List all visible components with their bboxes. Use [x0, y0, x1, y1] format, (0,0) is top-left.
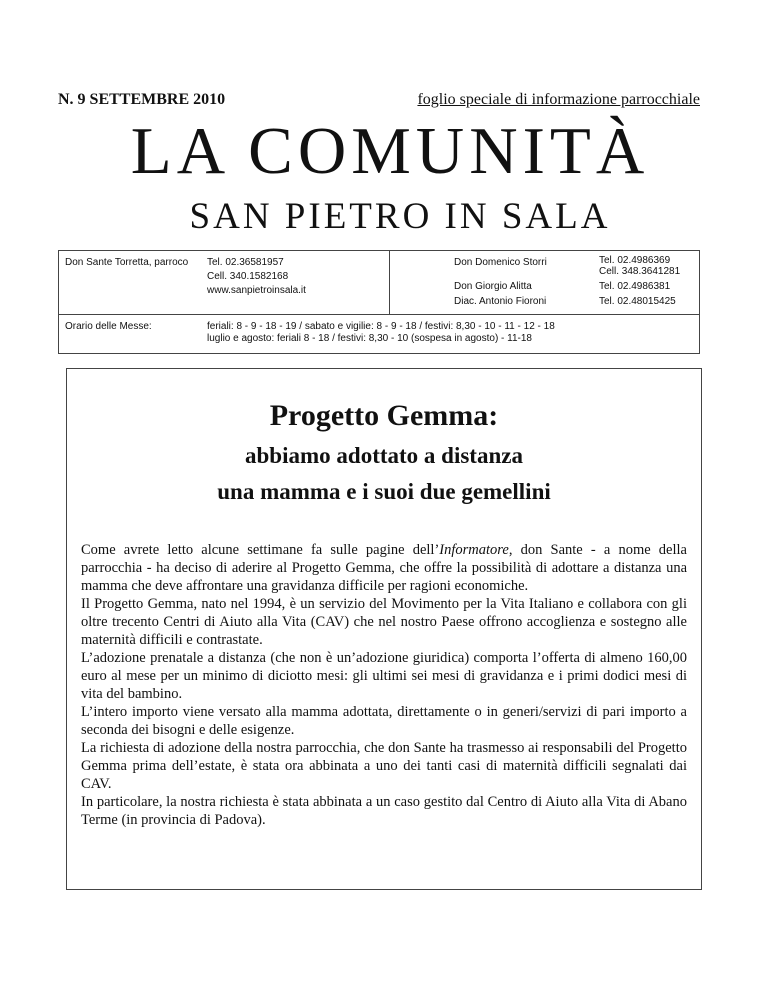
paragraph-text: Come avrete letto alcune settimane fa sulle pagine dell’: [81, 542, 440, 558]
masthead-title: LA COMUNITÀ: [130, 114, 650, 188]
contact-box: [58, 250, 700, 354]
article-subtitle: abbiamo adottato a distanza: [245, 443, 523, 468]
article-box: [66, 368, 702, 890]
mass-times-summer: luglio e agosto: feriali 8 - 18 / festivi: 8,30 - 10 (sospesa in agosto) - 11-18: [207, 333, 532, 344]
article-title: Progetto Gemma:: [269, 399, 499, 432]
paragraph: In particolare, la nostra richiesta è stata abbinata a un caso gestito dal Centro di Aiuto alla Vita di Abano Terme (in provincia di Padova).: [81, 794, 687, 828]
issue-number: N. 9 SETTEMBRE 2010: [58, 91, 226, 108]
article-subtitle: una mamma e i suoi due gemellini: [217, 479, 551, 504]
clergy-contact: Tel. 02.4986369: [599, 255, 671, 266]
clergy-name: Don Giorgio Alitta: [454, 281, 532, 292]
pastor-cell: Cell. 340.1582168: [207, 271, 289, 282]
pastor-tel: Tel. 02.36581957: [207, 257, 284, 268]
paragraph-text: , don Sante - a nome della parrocchia - ha deciso di aderire al Progetto Gemma, che offre la possibilità di adottare a distanza una mamma che deve affrontare una gravidanza difficile per ragioni economiche.: [81, 542, 687, 594]
newsletter-subtitle: foglio speciale di informazione parrocchiale: [417, 91, 700, 108]
publication-name: Informatore: [439, 542, 509, 558]
contact-divider-horizontal: [59, 314, 699, 315]
paragraph: Il Progetto Gemma, nato nel 1994, è un servizio del Movimento per la Vita Italiano e collabora con gli oltre trecento Centri di Aiuto alla Vita (CAV) che nel nostro Paese offrono accoglienza e sostegno alle maternità difficili e contrastate.: [81, 596, 687, 648]
masthead-place: SAN PIETRO IN SALA: [189, 196, 611, 237]
article-body: [81, 541, 687, 829]
paragraph: [81, 541, 687, 595]
clergy-contact: Tel. 02.4986381: [599, 281, 671, 292]
clergy-contact: Cell. 348.3641281: [599, 266, 681, 277]
contact-divider-vertical: [389, 251, 390, 314]
mass-times-regular: feriali: 8 - 9 - 18 - 19 / sabato e vigilie: 8 - 9 - 18 / festivi: 8,30 - 10 - 11 - 12 - 18: [207, 321, 555, 332]
paragraph: L’adozione prenatale a distanza (che non è un’adozione giuridica) comporta l’offerta di almeno 160,00 euro al mese per un minimo di diciotto mesi: gli ultimi sei mesi di gravidanza e i primi dodici mesi di vita del bambino.: [81, 650, 687, 702]
pastor-name: Don Sante Torretta, parroco: [65, 257, 189, 268]
clergy-name: Diac. Antonio Fioroni: [454, 296, 547, 307]
clergy-name: Don Domenico Storri: [454, 257, 547, 268]
clergy-contact: Tel. 02.48015425: [599, 296, 676, 307]
website-link[interactable]: www.sanpietroinsala.it: [207, 285, 306, 296]
paragraph: L’intero importo viene versato alla mamma adottata, direttamente o in generi/servizi di pari importo a seconda dei bisogni e delle esigenze.: [81, 704, 687, 738]
mass-label: Orario delle Messe:: [65, 321, 152, 332]
paragraph: La richiesta di adozione della nostra parrocchia, che don Sante ha trasmesso ai responsabili del Progetto Gemma prima dell’estate, è stata ora abbinata a uno dei tanti casi di maternità difficili segnalati dai CAV.: [81, 740, 687, 792]
